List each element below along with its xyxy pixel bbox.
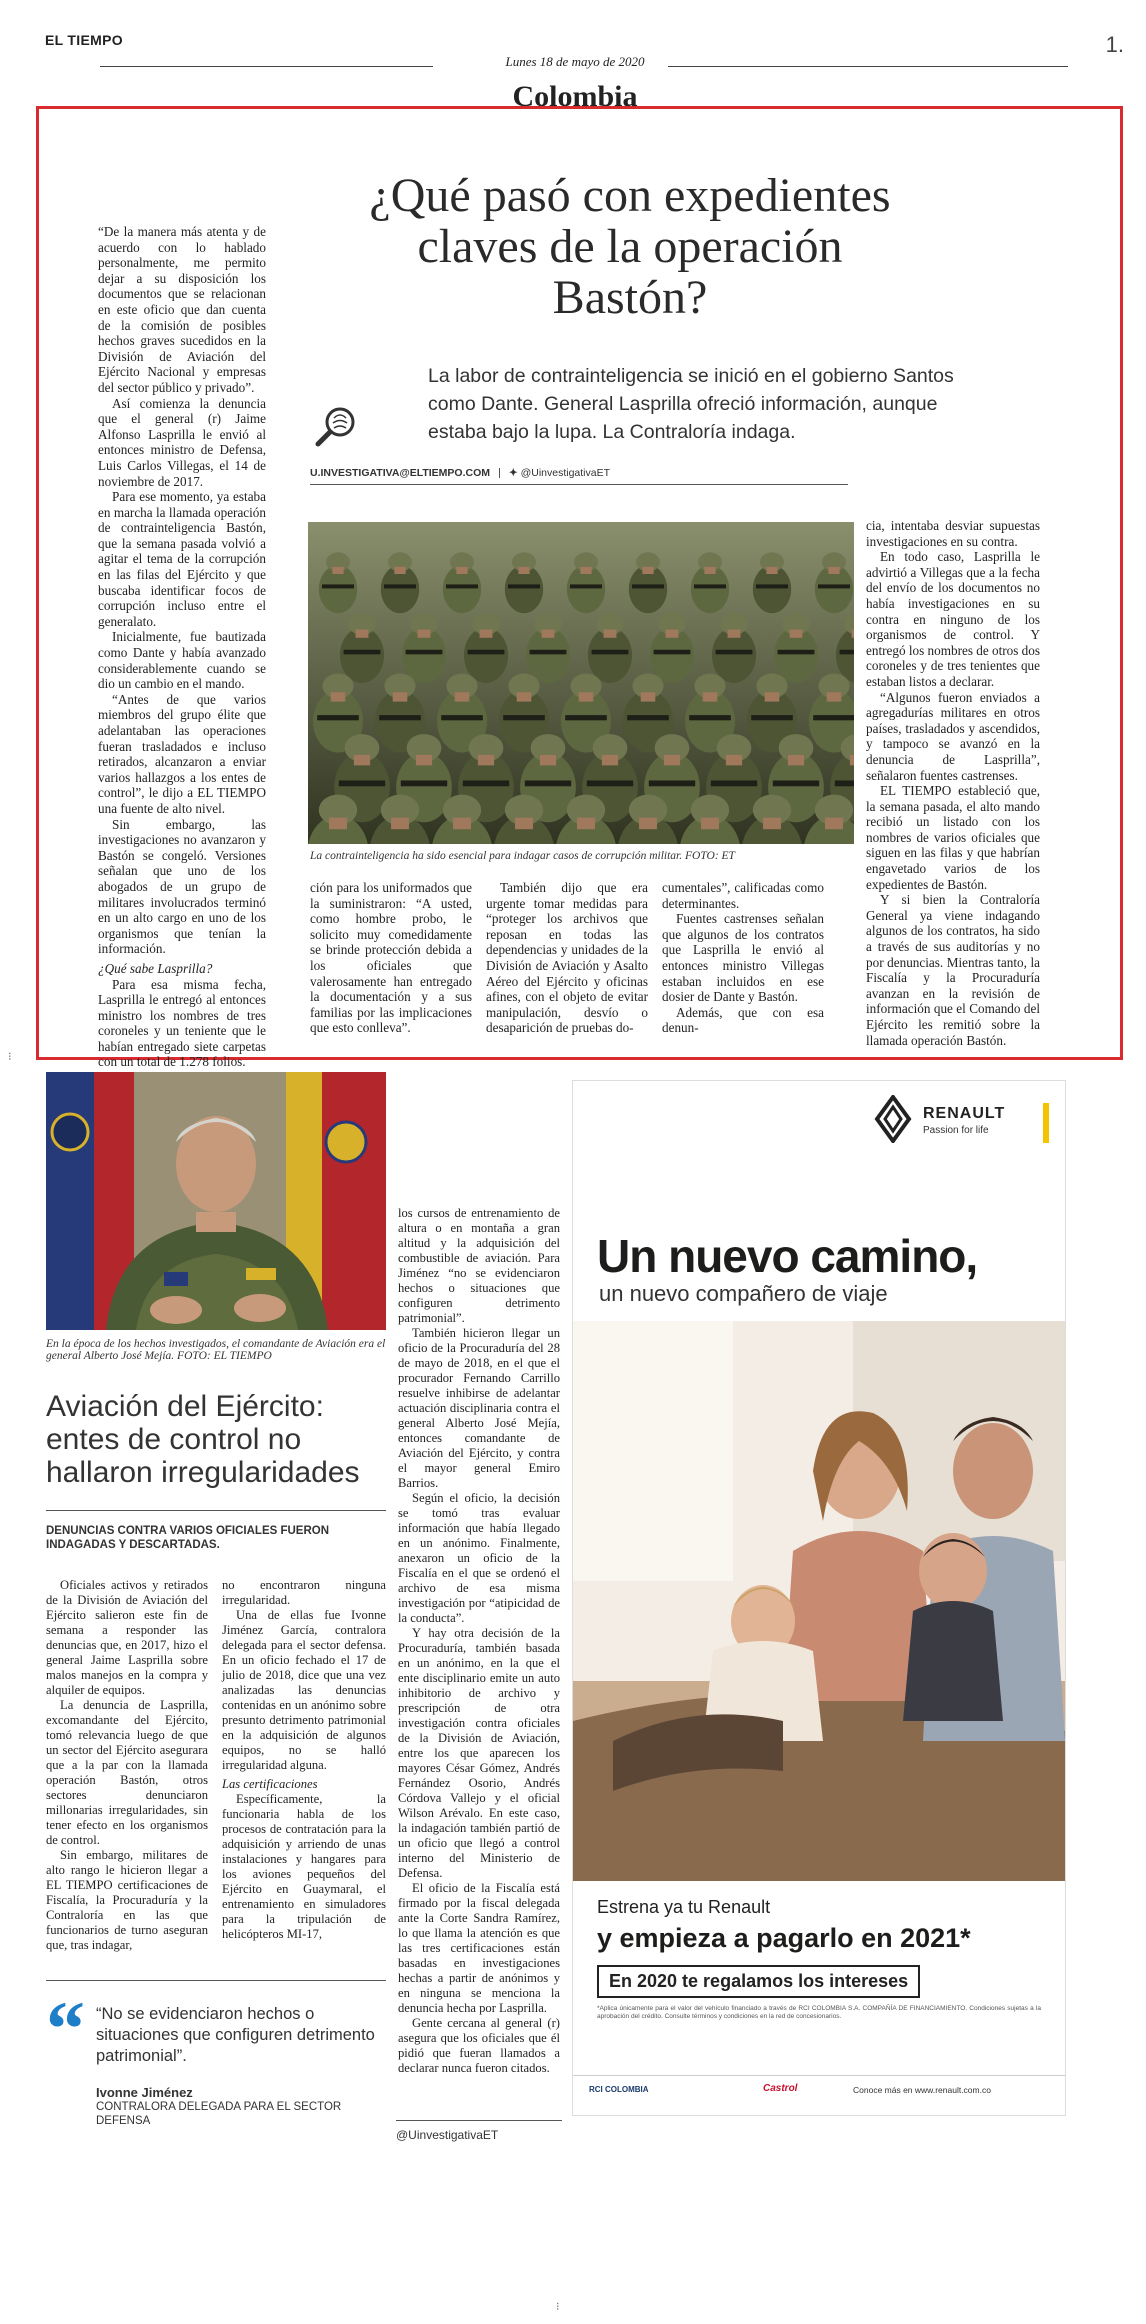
paragraph: cia, intentaba desviar supuestas investigaciones en su contra. <box>866 518 1040 549</box>
ad-footer-rule <box>573 2075 1065 2076</box>
paragraph: ción para los uniformados que la suministraron: “A usted, como hombre probo, le solicito muy comedidamente se brinde protección debida a los oficiales que valerosamente han entregado la documentación y a sus familias por las implicaciones que esto conlleva”. <box>310 880 472 1036</box>
paragraph: “Antes de que varios miembros del grupo élite que adelantaban las operaciones fueran trasladados e incluso retirados, alcanzaron a enviar varios hallazgos a los entes de control”, le dijo a EL TIEMPO una fuente de alto nivel. <box>98 691 266 816</box>
subhead: Las certificaciones <box>222 1777 318 1791</box>
contact-twitter[interactable]: @UinvestigativaET <box>520 467 611 479</box>
paragraph: También dijo que era urgente tomar medidas para “proteger los archivos que reposan en todas las dependencias y unidades de la División de Aviación y Asalto Aéreo del Ejército y oficinas afines, con el objeto de evitar manipulación, desvío o desaparición de pruebas do- <box>486 880 648 1036</box>
soldiers-photo <box>308 522 854 844</box>
quote-mark-icon: “ <box>46 1985 85 2072</box>
article-column-1 <box>98 224 266 1086</box>
side-deck-rule <box>46 1510 386 1511</box>
side-column-3 <box>398 1206 560 2076</box>
paragraph: no encontraron ninguna irregularidad. <box>222 1578 386 1607</box>
quote-role: CONTRALORA DELEGADA PARA EL SECTOR DEFENSA <box>96 2101 342 2127</box>
soldiers-illustration <box>308 522 854 844</box>
paragraph: “Algunos fueron enviados a agregadurías militares en otros países, trasladados y ascendidos, y tampoco se avanzó en la denuncia de Lasprilla”, señalaron fuentes castrenses. <box>866 689 1040 783</box>
ad-website[interactable]: Conoce más en www.renault.com.co <box>853 2085 991 2095</box>
portrait-caption: En la época de los hechos investigados, el comandante de Aviación era el general Alberto José Mejía. FOTO: EL TIEMPO <box>46 1338 386 1362</box>
page-number: 1. <box>1105 32 1124 57</box>
paragraph: Para esa misma fecha, Lasprilla le entregó al entonces ministro los nombres de tres coroneles y un teniente que le habían entregado siete carpetas con un total de 1.278 folios. <box>98 976 266 1070</box>
header-rule-right <box>668 66 1068 67</box>
paragraph: Oficiales activos y retirados de la División de Aviación del Ejército salieron este fin de semana a responder las denuncias que, en 2017, hizo el general Jaime Lasprilla sobre malos manejos en la compra y alquiler de equipos. <box>46 1578 208 1697</box>
masthead: EL TIEMPO <box>45 32 123 48</box>
pull-quote: “No se evidenciaron hechos o situaciones que configuren detrimento patrimonial”. <box>96 2005 375 2065</box>
contact-divider <box>499 468 500 478</box>
paragraph: Además, que con esa denun- <box>662 1004 824 1036</box>
contact-line <box>310 467 610 479</box>
section-title: Colombia <box>512 80 638 113</box>
paragraph: Para ese momento, ya estaba en marcha la llamada operación de contrainteligencia Bastón, que la semana pasada volvió a agitar el tema de la corrupción en las filas del Ejército y que buscaba identificar focos de corrupción incluso entre el generalato. <box>98 489 266 629</box>
handle-rule <box>396 2120 562 2121</box>
paragraph: En todo caso, Lasprilla le advirtió a Villegas que a la fecha del envío de los documentos no había investigaciones en su contra en ninguno de los organismos de control. Y entregó los nombres de otros dos coroneles y de tres tenientes que estaban listos a declarar. <box>866 549 1040 689</box>
paragraph: Y si bien la Contraloría General ya viene indagando algunos de los contratos, ha sido a través de sus auditorías y no por denuncias. Mientras tanto, la Fiscalía y la Procuraduría avanzan en la revisión de información que el Comando del Ejército les remitió sobre la llamada operación Bastón. <box>866 892 1040 1048</box>
ad-line2: y empieza a pagarlo en 2021* <box>597 1923 971 1953</box>
ad-brand-tagline: Passion for life <box>923 1125 989 1136</box>
paragraph: Según el oficio, la decisión se tomó tras evaluar información que había llegado en un anónimo. Finalmente, anexaron un oficio de la Fiscalía en el que se ordenó el archivo de esa misma investigación por “atipicidad de la conducta”. <box>398 1491 560 1625</box>
paragraph: También hicieron llegar un oficio de la Procuraduría del 28 de mayo de 2018, en el que el procurador Fernando Carrillo resuelve inhibirse de adelantar actuación disciplinaria contra el general Alberto José Mejía, entonces comandante de Aviación del Ejército, y contra el mayor general Emiro Barrios. <box>398 1326 560 1490</box>
main-headline: ¿Qué pasó con expedientes claves de la operación Bastón? <box>369 169 891 324</box>
header-rule-left <box>100 66 433 67</box>
paragraph: Fuentes castrenses señalan que algunos de los contratos que Lasprilla le envió al entonces ministro Villegas estaban incluidos en ese dosier de Dante y Bastón. <box>662 911 824 1005</box>
side-column-2 <box>222 1578 386 1942</box>
article-column-5 <box>866 518 1040 1048</box>
ad-fineprint: *Aplica únicamente para el valor del vehículo financiado a través de RCI COLOMBIA S.A. COMPAÑÍA DE FINANCIAMIENTO. Condiciones sujetas a la aprobación del crédito. Consulte términos y condiciones en la red de concesionarios. <box>597 2005 1041 2020</box>
paragraph: El oficio de la Fiscalía está firmado por la fiscal delegada ante la Corte Sandra Ramírez, lo que llama la atención es que las tres certificaciones están basadas en investigaciones hechas a partir de anónimos y en ninguna se menciona la denuncia hecha por Lasprilla. <box>398 1881 560 2015</box>
contact-email[interactable]: U.INVESTIGATIVA@ELTIEMPO.COM <box>310 467 490 479</box>
general-portrait <box>46 1072 386 1330</box>
ad-headline: Un nuevo camino, <box>597 1230 978 1282</box>
ad-brand: RENAULT <box>923 1105 1006 1122</box>
family-illustration <box>573 1321 1065 1881</box>
portrait-illustration <box>46 1072 386 1330</box>
ad-offer-box: En 2020 te regalamos los intereses <box>597 1965 920 1998</box>
magnifier-icon <box>312 402 360 450</box>
renault-advertisement[interactable] <box>572 1080 1066 2116</box>
side-column-1 <box>46 1578 208 1953</box>
ad-subheadline: un nuevo compañero de viaje <box>599 1281 888 1306</box>
ad-family-photo <box>573 1321 1065 1881</box>
paragraph: Sin embargo, las investigaciones no avanzaron y Bastón se congeló. Versiones señalan que uno de los abogados de un grupo de militares involucrados terminó en un alto cargo en uno de los organismos que tenían la información. <box>98 816 266 957</box>
side-twitter-handle[interactable]: @UinvestigativaET <box>396 2128 499 2142</box>
subhead: ¿Qué sabe Lasprilla? <box>98 960 213 976</box>
dateline: Lunes 18 de mayo de 2020 <box>505 54 645 69</box>
ad-line1: Estrena ya tu Renault <box>597 1897 771 1917</box>
paragraph: EL TIEMPO estableció que, la semana pasada, el alto mando recibió un listado con los nombres de varios oficiales que siguen en las filas y que habrían engavetado varios de los expedientes de Bastón. <box>866 783 1040 892</box>
paragraph: Gente cercana al general (r) asegura que los oficiales que él pidió que fueran llamados a declarar nunca fueron citados. <box>398 2016 560 2075</box>
article-column-3 <box>486 880 648 1036</box>
paragraph: La denuncia de Lasprilla, excomandante del Ejército, tomó relevancia luego de que un sector del Ejército asegurara que a la par con la llamada operación Bastón, otros sectores denunciaron millonarias irregularidades, sin tener efecto en los organismos de control. <box>46 1698 208 1847</box>
paragraph: cumentales”, calificadas como determinantes. <box>662 880 824 911</box>
crop-mark: ⁝ <box>8 1051 12 1063</box>
quote-rule-top <box>46 1980 386 1981</box>
ad-yellow-accent <box>1043 1103 1049 1143</box>
renault-logo-icon <box>873 1095 913 1143</box>
paragraph: Sin embargo, militares de alto rango le hicieron llegar a EL TIEMPO certificaciones de Fiscalía, la Procuraduría y la Contraloría en las que funcionarios de turno aseguran que, tras indagar, <box>46 1848 208 1952</box>
photo-caption: La contrainteligencia ha sido esencial para indagar casos de corrupción militar. FOTO: ET <box>310 850 735 862</box>
paragraph: Inicialmente, fue bautizada como Dante y había avanzado considerablemente cuando se dio un cambio en el mando. <box>98 629 266 692</box>
contact-rule <box>310 484 848 485</box>
main-deck: La labor de contrainteligencia se inició en el gobierno Santos como Dante. General Lasprilla ofreció información, aunque estaba bajo la lupa. La Contraloría indaga. <box>428 365 954 443</box>
side-headline: Aviación del Ejército: entes de control no hallaron irregularidades <box>46 1390 360 1489</box>
article-column-4 <box>662 880 824 1036</box>
quote-author: Ivonne Jiménez <box>96 2085 193 2100</box>
paragraph: los cursos de entrenamiento de altura o en montaña a gran altitud y la adquisición del combustible de aviación. Para Jiménez “no se evidenciaron hechos o situaciones que configuren detrimento patrimonial”. <box>398 1206 560 1325</box>
paragraph: Así comienza la denuncia que el general (r) Jaime Alfonso Lasprilla le envió al entonces ministro de Defensa, Luis Carlos Villegas, el 14 de noviembre de 2017. <box>98 395 266 489</box>
twitter-icon: ✦ <box>508 467 518 479</box>
paragraph: Y hay otra decisión de la Procuraduría, también basada en un anónimo, en la que el ente disciplinario emite un auto inhibitorio de archivo y prescripción de otra investigación contra oficiales de la División de Aviación, entre los que aparecen los mayores César Gómez, Andrés Fernández Osorio, Andrés Córdova Vallejo y el oficial Wilson Arévalo. En este caso, la indagación también partió de un oficio que llegó a control interno del Ministerio de Defensa. <box>398 1626 560 1880</box>
paragraph: Específicamente, la funcionaria habla de los procesos de contratación para la adquisición y arriendo de unas instalaciones y hangares para los aviones pequeños del Ejército en Guaymaral, el entrenamiento en simuladores para la tripulación de helicópteros MI-17, <box>222 1792 386 1941</box>
ad-partner-rci: RCI COLOMBIA <box>589 2085 649 2094</box>
crop-mark: ⁝ <box>556 2301 560 2313</box>
side-deck: DENUNCIAS CONTRA VARIOS OFICIALES FUERON INDAGADAS Y DESCARTADAS. <box>46 1525 330 1551</box>
quote-attribution <box>96 2086 386 2128</box>
ad-partner-castrol: Castrol <box>763 2083 798 2094</box>
paragraph: Una de ellas fue Ivonne Jiménez García, contralora delegada para el sector defensa. En un oficio fechado el 17 de julio de 2018, dice que una vez analizadas las denuncias contenidas en un anónimo sobre presunto detrimento patrimonial en la adquisición de algunos equipos, no se halló irregularidad alguna. <box>222 1608 386 1772</box>
paragraph: “De la manera más atenta y de acuerdo con lo hablado personalmente, me permito dejar a su disposición los documentos que se relacionan en este oficio que dan cuenta de la comisión de posibles hechos graves sucedidos en la División de Aviación del Ejército Nacional y empresas del sector público y privado”. <box>98 224 266 395</box>
article-column-2 <box>310 880 472 1036</box>
